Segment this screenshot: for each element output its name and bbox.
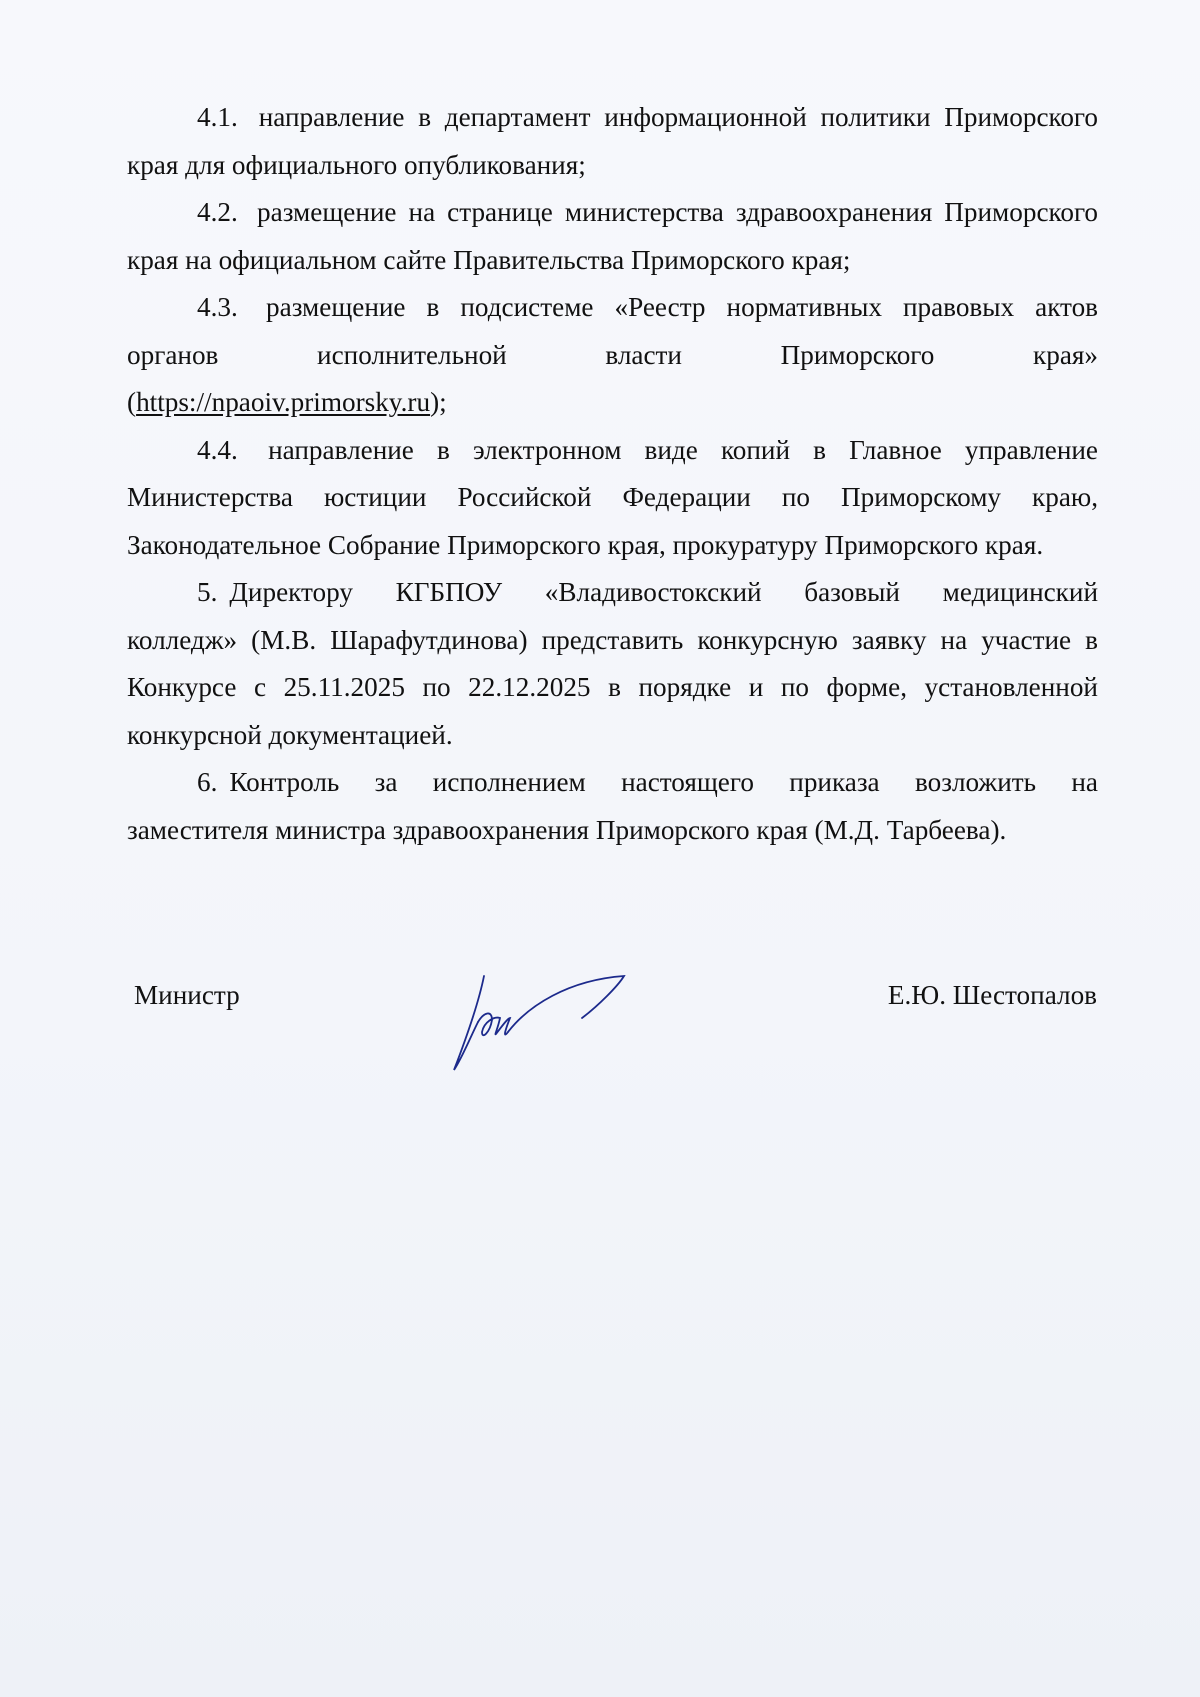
paragraph-5-line-2: колледж» (М.В. Шарафутдинова) представить конкурсную заявку на участие в bbox=[127, 624, 1098, 655]
paragraph-6-line-1 bbox=[127, 759, 1098, 807]
signatory-position: Министр bbox=[134, 980, 240, 1010]
url-open-paren: ( bbox=[127, 387, 137, 417]
paragraph-5-number: 5. bbox=[197, 577, 218, 607]
paragraph-4-1-number: 4.1. bbox=[197, 102, 238, 132]
paragraph-4-4-line-1 bbox=[127, 427, 1098, 475]
paragraph-6-line-2: заместителя министра здравоохранения Приморского края (М.Д. Тарбеева). bbox=[127, 814, 1007, 845]
paragraph-5-line-4: конкурсной документацией. bbox=[127, 719, 453, 750]
paragraph-4-4-text-1: направление в электронном виде копий в Главное управление bbox=[268, 434, 1098, 465]
paragraph-4-4-number: 4.4. bbox=[197, 434, 238, 465]
paragraph-4-3-line-2: органов исполнительной власти Приморского края» bbox=[127, 339, 1098, 370]
paragraph-4-2-text-1: размещение на странице министерства здравоохранения Приморского bbox=[257, 197, 1099, 227]
handwritten-signature bbox=[448, 966, 628, 1076]
paragraph-4-3-text-1: размещение в подсистеме «Реестр нормативных правовых актов bbox=[266, 292, 1099, 322]
document-body bbox=[127, 94, 1098, 854]
paragraph-5-line-1 bbox=[127, 569, 1098, 617]
paragraph-4-3-line-1 bbox=[127, 284, 1098, 332]
paragraph-4-1-text-1: направление в департамент информационной политики Приморского bbox=[258, 102, 1099, 132]
paragraph-4-1-line-1 bbox=[127, 94, 1098, 142]
paragraph-6-number: 6. bbox=[197, 767, 218, 797]
paragraph-4-3-line-3 bbox=[127, 379, 1098, 427]
paragraph-4-3-number: 4.3. bbox=[197, 292, 238, 322]
url-close-paren: ); bbox=[430, 387, 447, 417]
registry-link[interactable]: https://npaoiv.primorsky.ru bbox=[136, 387, 431, 417]
paragraph-4-4-line-3: Законодательное Собрание Приморского края, прокуратуру Приморского края. bbox=[127, 529, 1044, 560]
signatory-name: Е.Ю. Шестопалов bbox=[887, 980, 1097, 1010]
paragraph-6-text-1: Контроль за исполнением настоящего приказа возложить на bbox=[229, 767, 1098, 797]
paragraph-4-1-line-2: края для официального опубликования; bbox=[127, 149, 586, 180]
paragraph-5-text-1: Директору КГБПОУ «Владивостокский базовый медицинский bbox=[229, 577, 1098, 607]
paragraph-4-2-line-2: края на официальном сайте Правительства Приморского края; bbox=[127, 244, 851, 275]
paragraph-4-4-line-2: Министерства юстиции Российской Федерации по Приморскому краю, bbox=[127, 482, 1098, 512]
paragraph-5-line-3: Конкурсе с 25.11.2025 по 22.12.2025 в порядке и по форме, установленной bbox=[127, 672, 1098, 702]
paragraph-4-2-number: 4.2. bbox=[197, 197, 238, 227]
paragraph-4-2-line-1 bbox=[127, 189, 1098, 237]
